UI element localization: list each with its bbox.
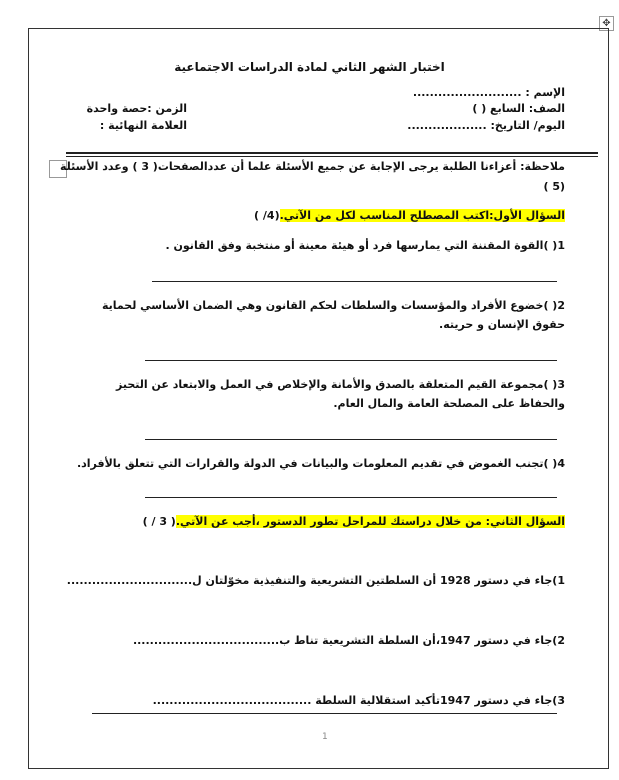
- q2-heading-text: السؤال الثاني: من خلال دراستك للمراحل تطور الدستور ،أجب عن الآتي.: [175, 515, 565, 528]
- time-field: الزمن :حصة واحدة: [86, 102, 187, 115]
- q1-score: (4/ ): [254, 209, 280, 222]
- q1-item-4: 4( )تجنب الغموض في تقديم المعلومات والبيانات في الدولة والقرارات التي تتعلق بالأفراد.: [76, 457, 565, 470]
- q1-item-3: 3( )مجموعة القيم المتعلقة بالصدق والأمانة والإخلاص في العمل والابتعاد عن التحيز: [116, 378, 565, 391]
- answer-line: [152, 281, 557, 282]
- q2-item-3: 3)جاء في دستور 1947تأكيد استقلالية السلطة ......................................: [152, 694, 565, 707]
- move-handle-icon[interactable]: ✥: [599, 16, 614, 31]
- q1-item-3-cont: والحفاظ على المصلحة العامة والمال العام.: [333, 397, 565, 410]
- student-name-field: الإسم : ..........................: [412, 86, 565, 99]
- final-mark-field: العلامة النهائية :: [99, 119, 187, 132]
- date-field: اليوم/ التاريخ: ...................: [407, 119, 565, 132]
- header-divider: [66, 152, 598, 154]
- answer-line: [145, 360, 557, 361]
- q1-item-1: 1( )القوة المقننة التي يمارسها فرد أو هيئة معينة أو منتخبة وفق القانون .: [165, 239, 565, 252]
- q2-heading: [143, 515, 565, 529]
- note-line-1: ملاحظة: أعزاءنا الطلبة يرجى الإجابة عن جميع الأسئلة علما أن عددالصفحات( 3 ) وعدد الأسئلة: [60, 160, 565, 173]
- answer-line: [145, 497, 557, 498]
- q2-score: ( 3 / ): [142, 515, 176, 528]
- q1-heading: [254, 209, 565, 223]
- footer-line: [92, 713, 557, 714]
- note-line-2: (5 ): [543, 180, 565, 193]
- page-number: 1: [322, 732, 328, 742]
- answer-line: [145, 439, 557, 440]
- class-field: الصف: السابع ( ): [472, 102, 565, 115]
- q2-item-2: 2)جاء في دستور 1947،أن السلطة التشريعية تناط ب...................................: [132, 634, 565, 647]
- header-divider-thin: [66, 156, 598, 157]
- q1-heading-text: السؤال الأول:اكتب المصطلح المناسب لكل من الآتي.: [279, 209, 565, 222]
- exam-title: اختبار الشهر الثاني لمادة الدراسات الاجتماعية: [174, 60, 445, 74]
- q1-item-2: 2( )خضوع الأفراد والمؤسسات والسلطات لحكم القانون وهي الضمان الأساسي لحماية: [101, 299, 565, 312]
- q2-item-1: 1)جاء في دستور 1928 أن السلطتين التشريعية والتنفيذية مخوّلتان ل..............................: [66, 574, 565, 587]
- q1-item-2-cont: حقوق الإنسان و حريته.: [439, 318, 565, 331]
